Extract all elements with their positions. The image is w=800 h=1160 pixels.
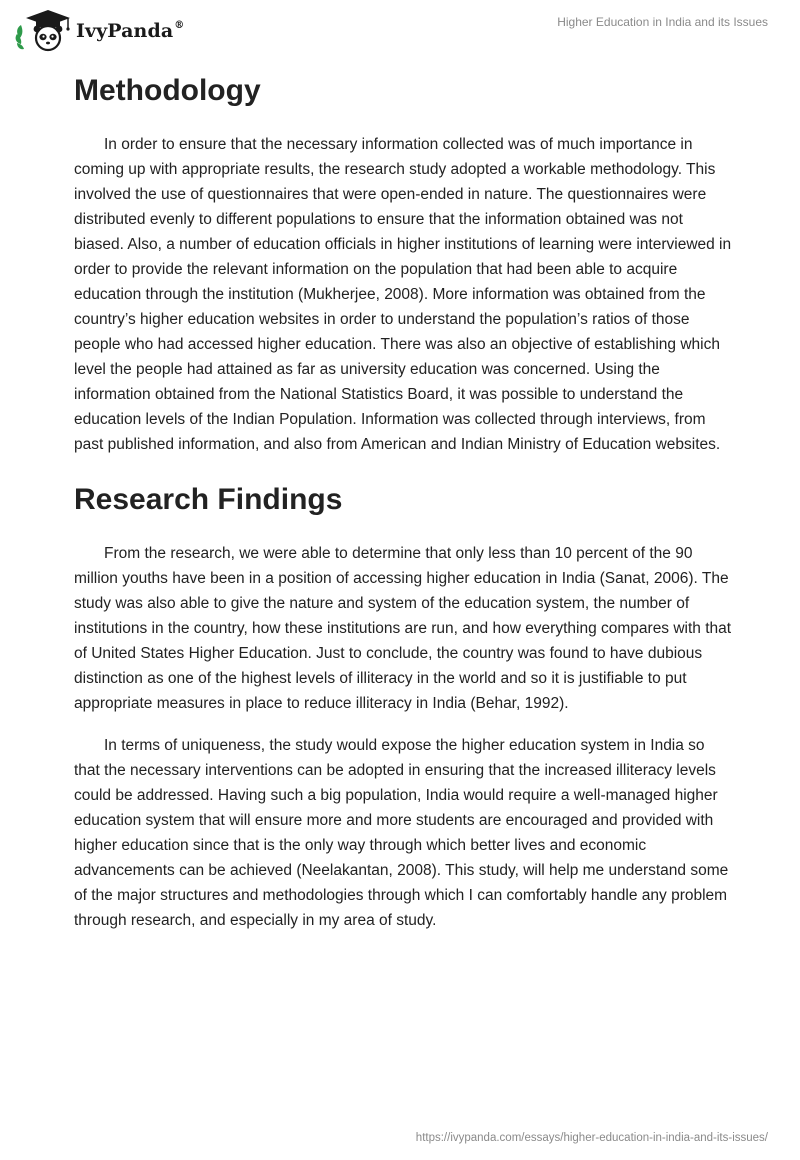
paragraph: From the research, we were able to determine that only less than 10 percent of the 90 million youths have been in a position of accessing higher education in India (Sanat, 2006). The study was also able to give the nature and system of the education system, the number of institutions in the country, how these institutions are run, and how everything compares with that of United States Higher Education. Just to conclude, the country was found to have dubious distinction as one of the highest levels of illiteracy in the world and so it is justifiable to put appropriate measures in place to reduce illiteracy in India (Behar, 1992). xyxy=(74,545,732,712)
ivypanda-logo[interactable] xyxy=(14,8,184,52)
brand-name xyxy=(76,20,184,42)
panda-graduation-cap-icon xyxy=(14,8,72,52)
section-methodology xyxy=(74,70,734,457)
essay-content xyxy=(74,70,734,933)
section-heading: Research Findings xyxy=(74,483,343,516)
section-research-findings xyxy=(74,479,734,933)
paragraph: In order to ensure that the necessary information collected was of much importance in coming up with appropriate results, the research study adopted a workable methodology. This involved the use of questionnaires that were open-ended in nature. The questionnaires were distributed evenly to different populations to ensure that the information obtained was not biased. Also, a number of education officials in higher institutions of learning were interviewed in order to provide the relevant information on the population that had been able to acquire education through the institution (Mukherjee, 2008). More information was obtained from the country’s higher education websites in order to understand the population’s ratios of those people who had accessed higher education. There was also an objective of establishing which level the people had attained as far as university education was concerned. Using the information obtained from the National Statistics Board, it was possible to understand the education levels of the Indian Population. Information was collected through interviews, from past published information, and also from American and Indian Ministry of Education websites. xyxy=(74,136,732,453)
section-heading: Methodology xyxy=(74,74,261,107)
paragraph: In terms of uniqueness, the study would expose the higher education system in India so that the necessary interventions can be adopted in ensuring that the increased illiteracy levels could be addressed. Having such a big population, India would require a well-managed higher education system that will ensure more and more students are encouraged and provided with higher education since that is the only way through which better lives and economic advancements can be achieved (Neelakantan, 2008). This study, will help me understand some of the major structures and methodologies through which I can comfortably handle any problem through research, and especially in my area of study. xyxy=(74,737,729,929)
brand-name-text: IvyPanda xyxy=(76,20,174,42)
source-url[interactable]: https://ivypanda.com/essays/higher-education-in-india-and-its-issues/ xyxy=(415,1132,768,1144)
registered-mark: ® xyxy=(174,19,185,31)
page-header xyxy=(0,0,800,60)
document-title: Higher Education in India and its Issues xyxy=(557,15,768,29)
